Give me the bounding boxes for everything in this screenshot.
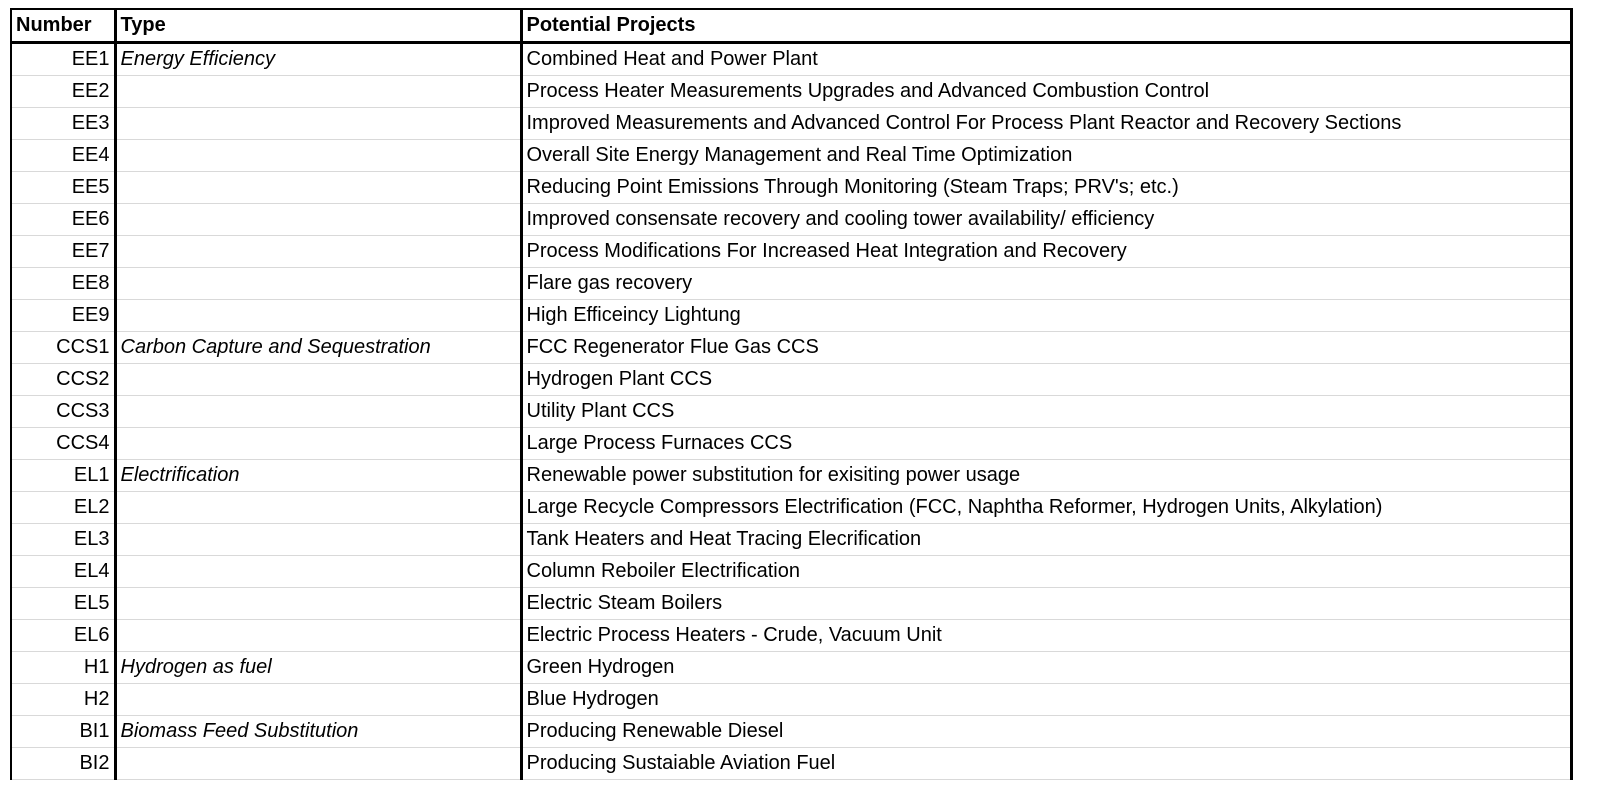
- cell-number[interactable]: EE3: [11, 108, 115, 140]
- cell-number[interactable]: H1: [11, 652, 115, 684]
- cell-number[interactable]: EE7: [11, 236, 115, 268]
- table-row: [11, 684, 1571, 716]
- table-row: [11, 716, 1571, 748]
- cell-project[interactable]: Process Heater Measurements Upgrades and Advanced Combustion Control: [521, 76, 1571, 108]
- cell-type[interactable]: [115, 364, 521, 396]
- cell-project[interactable]: Improved Measurements and Advanced Control For Process Plant Reactor and Recovery Sections: [521, 108, 1571, 140]
- cell-type[interactable]: [115, 236, 521, 268]
- cell-type[interactable]: [115, 300, 521, 332]
- cell-project[interactable]: Tank Heaters and Heat Tracing Elecrification: [521, 524, 1571, 556]
- table-row: [11, 524, 1571, 556]
- cell-project[interactable]: Producing Renewable Diesel: [521, 716, 1571, 748]
- table-row: [11, 300, 1571, 332]
- cell-number[interactable]: EE6: [11, 204, 115, 236]
- table-body: [11, 43, 1571, 780]
- cell-project[interactable]: Producing Sustaiable Aviation Fuel: [521, 748, 1571, 780]
- cell-type[interactable]: [115, 748, 521, 780]
- cell-type[interactable]: [115, 684, 521, 716]
- cell-number[interactable]: CCS3: [11, 396, 115, 428]
- cell-project[interactable]: Process Modifications For Increased Heat Integration and Recovery: [521, 236, 1571, 268]
- table-row: [11, 108, 1571, 140]
- cell-number[interactable]: EL4: [11, 556, 115, 588]
- cell-number[interactable]: BI2: [11, 748, 115, 780]
- cell-type[interactable]: [115, 268, 521, 300]
- table-row: [11, 332, 1571, 364]
- cell-type[interactable]: [115, 492, 521, 524]
- cell-project[interactable]: Green Hydrogen: [521, 652, 1571, 684]
- cell-type[interactable]: [115, 396, 521, 428]
- cell-project[interactable]: Utility Plant CCS: [521, 396, 1571, 428]
- header-potential-projects[interactable]: Potential Projects: [521, 9, 1571, 43]
- cell-type[interactable]: Energy Efficiency: [115, 43, 521, 76]
- cell-number[interactable]: H2: [11, 684, 115, 716]
- cell-project[interactable]: Reducing Point Emissions Through Monitoring (Steam Traps; PRV's; etc.): [521, 172, 1571, 204]
- cell-type[interactable]: [115, 428, 521, 460]
- cell-number[interactable]: EL3: [11, 524, 115, 556]
- cell-number[interactable]: EL1: [11, 460, 115, 492]
- cell-project[interactable]: Electric Process Heaters - Crude, Vacuum Unit: [521, 620, 1571, 652]
- cell-number[interactable]: CCS4: [11, 428, 115, 460]
- cell-project[interactable]: Combined Heat and Power Plant: [521, 43, 1571, 76]
- cell-project[interactable]: Renewable power substitution for exisiting power usage: [521, 460, 1571, 492]
- table-row: [11, 364, 1571, 396]
- cell-type[interactable]: [115, 524, 521, 556]
- table-row: [11, 76, 1571, 108]
- cell-type[interactable]: [115, 76, 521, 108]
- header-number[interactable]: Number: [11, 9, 115, 43]
- table-row: [11, 428, 1571, 460]
- cell-number[interactable]: EE2: [11, 76, 115, 108]
- table-row: [11, 236, 1571, 268]
- table-row: [11, 396, 1571, 428]
- cell-type[interactable]: [115, 172, 521, 204]
- cell-number[interactable]: EE1: [11, 43, 115, 76]
- cell-project[interactable]: Overall Site Energy Management and Real Time Optimization: [521, 140, 1571, 172]
- table-row: [11, 748, 1571, 780]
- cell-type[interactable]: Electrification: [115, 460, 521, 492]
- table-row: [11, 172, 1571, 204]
- table-row: [11, 204, 1571, 236]
- table-row: [11, 43, 1571, 76]
- cell-project[interactable]: Electric Steam Boilers: [521, 588, 1571, 620]
- cell-number[interactable]: EE4: [11, 140, 115, 172]
- table-row: [11, 268, 1571, 300]
- cell-project[interactable]: Flare gas recovery: [521, 268, 1571, 300]
- table-row: [11, 492, 1571, 524]
- cell-number[interactable]: BI1: [11, 716, 115, 748]
- cell-type[interactable]: Carbon Capture and Sequestration: [115, 332, 521, 364]
- cell-project[interactable]: Hydrogen Plant CCS: [521, 364, 1571, 396]
- cell-type[interactable]: [115, 140, 521, 172]
- table-row: [11, 620, 1571, 652]
- table-row: [11, 588, 1571, 620]
- cell-type[interactable]: [115, 588, 521, 620]
- table-row: [11, 460, 1571, 492]
- cell-number[interactable]: EL5: [11, 588, 115, 620]
- cell-project[interactable]: High Efficeincy Lightung: [521, 300, 1571, 332]
- cell-number[interactable]: EL2: [11, 492, 115, 524]
- cell-number[interactable]: CCS2: [11, 364, 115, 396]
- projects-table: [10, 8, 1573, 780]
- header-row: [11, 9, 1571, 43]
- cell-number[interactable]: EE9: [11, 300, 115, 332]
- cell-number[interactable]: EE8: [11, 268, 115, 300]
- cell-type[interactable]: Hydrogen as fuel: [115, 652, 521, 684]
- table-row: [11, 140, 1571, 172]
- cell-project[interactable]: Large Recycle Compressors Electrification (FCC, Naphtha Reformer, Hydrogen Units, Alkylation): [521, 492, 1571, 524]
- cell-number[interactable]: CCS1: [11, 332, 115, 364]
- cell-project[interactable]: Column Reboiler Electrification: [521, 556, 1571, 588]
- header-type[interactable]: Type: [115, 9, 521, 43]
- cell-type[interactable]: [115, 108, 521, 140]
- cell-type[interactable]: Biomass Feed Substitution: [115, 716, 521, 748]
- cell-project[interactable]: Large Process Furnaces CCS: [521, 428, 1571, 460]
- table-row: [11, 556, 1571, 588]
- cell-project[interactable]: FCC Regenerator Flue Gas CCS: [521, 332, 1571, 364]
- cell-project[interactable]: Blue Hydrogen: [521, 684, 1571, 716]
- cell-project[interactable]: Improved consensate recovery and cooling tower availability/ efficiency: [521, 204, 1571, 236]
- cell-type[interactable]: [115, 556, 521, 588]
- cell-type[interactable]: [115, 620, 521, 652]
- cell-number[interactable]: EL6: [11, 620, 115, 652]
- table-row: [11, 652, 1571, 684]
- cell-number[interactable]: EE5: [11, 172, 115, 204]
- cell-type[interactable]: [115, 204, 521, 236]
